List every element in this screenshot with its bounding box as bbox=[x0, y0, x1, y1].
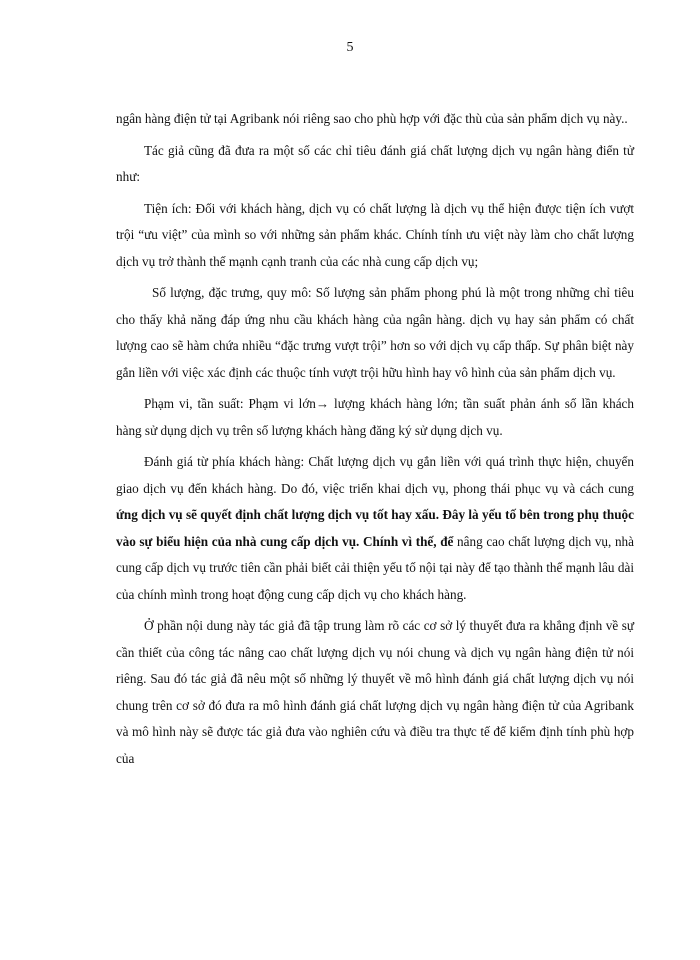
page-number: 5 bbox=[346, 40, 354, 55]
paragraph-customer-evaluation-part1: Đánh giá từ phía khách hàng: Chất lượng dịch vụ gắn liền với quá trình thực hiện, chuyển giao dịch vụ đến khách hàng. Do đó, việc triển khai dịch vụ, phong thái phục vụ và cách cung bbox=[116, 454, 634, 496]
paragraph-customer-evaluation bbox=[116, 449, 634, 608]
document-body bbox=[116, 106, 634, 777]
paragraph-summary: Ở phần nội dung này tác giả đã tập trung làm rõ các cơ sở lý thuyết đưa ra khẳng định về sự cần thiết của công tác nâng cao chất lượng dịch vụ nói chung và dịch vụ ngân hàng điện tử nói riêng. Sau đó tác giả đã nêu một số những lý thuyết về mô hình đánh giá chất lượng dịch vụ nói chung trên cơ sở đó đưa ra mô hình đánh giá chất lượng dịch vụ ngân hàng điện tử của Agribank và mô hình này sẽ được tác giả đưa vào nghiên cứu và điều tra thực tế để kiểm định tính phù hợp của bbox=[116, 618, 634, 766]
paragraph-criteria-intro: Tác giả cũng đã đưa ra một số các chỉ tiêu đánh giá chất lượng dịch vụ ngân hàng điển tử như: bbox=[116, 142, 634, 184]
paragraph-convenience: Tiện ích: Đối với khách hàng, dịch vụ có chất lượng là dịch vụ thể hiện được tiện ích vượt trội “ưu việt” của mình so với những sản phẩm khác. Chính tính ưu việt này làm cho chất lượng dịch vụ trở thành thế mạnh cạnh tranh của các nhà cung cấp dịch vụ; bbox=[116, 200, 634, 269]
paragraph-quantity: Số lượng, đặc trưng, quy mô: Số lượng sản phẩm phong phú là một trong những chỉ tiêu cho thấy khả năng đáp ứng nhu cầu khách hàng của ngân hàng. dịch vụ hay sản phẩm có chất lượng cao sẽ hàm chứa nhiều “đặc trưng vượt trội” hơn so với dịch vụ cấp thấp. Sự phân biệt này gắn liền với việc xác định các thuộc tính vượt trội hữu hình hay vô hình của sản phẩm dịch vụ. bbox=[116, 285, 634, 380]
paragraph-customer-evaluation-bold: ứng dịch vụ sẽ quyết định chất lượng dịch vụ tốt hay xấu. Đây là yếu tố bên trong phụ thuộc vào sự biểu hiện của nhà cung cấp dịch vụ. Chính vì thế, để bbox=[116, 507, 634, 549]
paragraph-continuation: ngân hàng điện tử tại Agribank nói riêng sao cho phù hợp với đặc thù của sản phẩm dịch vụ này.. bbox=[116, 111, 628, 126]
paragraph-customer-evaluation-part2: nâng cao chất lượng dịch vụ, nhà cung cấp dịch vụ trước tiên cần phải biết cải thiện yếu tố nội tại này để tạo thành thế mạnh lâu dài của chính mình trong hoạt động cung cấp dịch vụ cho khách hàng. bbox=[116, 533, 634, 602]
paragraph-scope-frequency: Phạm vi, tần suất: Phạm vi lớn→ lượng khách hàng lớn; tần suất phản ánh số lần khách hàng sử dụng dịch vụ trên số lượng khách hàng đăng ký sử dụng dịch vụ. bbox=[116, 396, 634, 438]
